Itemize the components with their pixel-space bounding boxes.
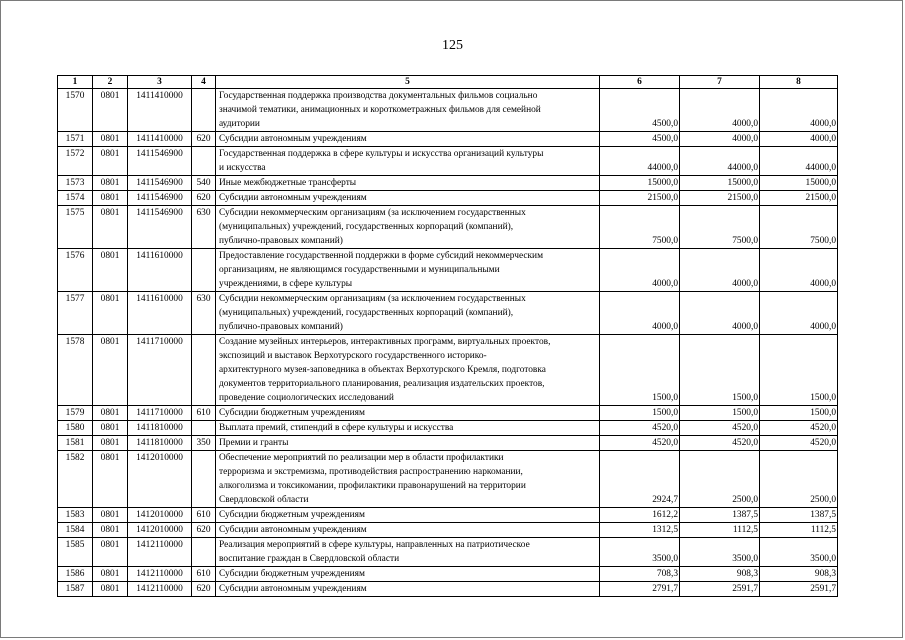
expense-name-line: архитектурного музея-заповедника в объектах Верхотурского Кремля, подготовка xyxy=(219,365,546,375)
amount-col-7: 1387,5 xyxy=(680,508,760,523)
expense-name-line: проведение социологических исследований xyxy=(219,393,394,403)
target-article-code: 1412010000 xyxy=(128,523,192,538)
amount-col-7: 4520,0 xyxy=(680,436,760,451)
amount-col-6: 4500,0 xyxy=(600,89,680,132)
amount-col-7: 3500,0 xyxy=(680,538,760,567)
amount-col-8: 15000,0 xyxy=(760,176,838,191)
row-number: 1572 xyxy=(58,147,93,176)
amount-col-7: 4000,0 xyxy=(680,292,760,335)
amount-col-6: 21500,0 xyxy=(600,191,680,206)
table-row xyxy=(58,249,838,292)
amount-col-7: 1500,0 xyxy=(680,406,760,421)
expense-name-line: (муниципальных) учреждений, государственных корпораций (компаний), xyxy=(219,222,514,232)
header-col-1: 1 xyxy=(58,76,93,89)
amount-col-7: 4520,0 xyxy=(680,421,760,436)
row-number: 1577 xyxy=(58,292,93,335)
target-article-code: 1411710000 xyxy=(128,335,192,406)
page-number: 125 xyxy=(442,38,463,53)
expense-name-line: Реализация мероприятий в сфере культуры, направленных на патриотическое xyxy=(219,540,530,550)
section-code: 0801 xyxy=(93,147,128,176)
section-code: 0801 xyxy=(93,451,128,508)
section-code: 0801 xyxy=(93,89,128,132)
table-row xyxy=(58,582,838,597)
expense-name xyxy=(216,191,600,206)
target-article-code: 1412010000 xyxy=(128,508,192,523)
amount-col-7: 2591,7 xyxy=(680,582,760,597)
expense-name xyxy=(216,132,600,147)
expense-type-code: 610 xyxy=(192,508,216,523)
amount-col-6: 2924,7 xyxy=(600,451,680,508)
amount-col-8: 4000,0 xyxy=(760,132,838,147)
expense-name xyxy=(216,335,600,406)
amount-col-6: 4000,0 xyxy=(600,292,680,335)
table-row xyxy=(58,421,838,436)
amount-col-6: 7500,0 xyxy=(600,206,680,249)
target-article-code: 1411546900 xyxy=(128,147,192,176)
expense-name-line: экспозиций и выставок Верхотурского государственного историко- xyxy=(219,351,487,361)
amount-col-8: 4000,0 xyxy=(760,249,838,292)
amount-col-8: 1500,0 xyxy=(760,406,838,421)
row-number: 1574 xyxy=(58,191,93,206)
table-row xyxy=(58,567,838,582)
section-code: 0801 xyxy=(93,249,128,292)
amount-col-8: 4520,0 xyxy=(760,421,838,436)
amount-col-8: 3500,0 xyxy=(760,538,838,567)
target-article-code: 1411410000 xyxy=(128,132,192,147)
target-article-code: 1411710000 xyxy=(128,406,192,421)
header-col-7: 7 xyxy=(680,76,760,89)
section-code: 0801 xyxy=(93,538,128,567)
expense-type-code: 540 xyxy=(192,176,216,191)
expense-type-code: 350 xyxy=(192,436,216,451)
target-article-code: 1411610000 xyxy=(128,292,192,335)
expense-name-line: Субсидии бюджетным учреждениям xyxy=(219,569,365,579)
table-row xyxy=(58,292,838,335)
section-code: 0801 xyxy=(93,132,128,147)
amount-col-7: 908,3 xyxy=(680,567,760,582)
amount-col-6: 44000,0 xyxy=(600,147,680,176)
expense-type-code xyxy=(192,335,216,406)
table-row xyxy=(58,147,838,176)
header-col-8: 8 xyxy=(760,76,838,89)
expense-name xyxy=(216,249,600,292)
table-row xyxy=(58,89,838,132)
expense-name xyxy=(216,523,600,538)
amount-col-6: 3500,0 xyxy=(600,538,680,567)
expense-name-line: Государственная поддержка производства документальных фильмов социально xyxy=(219,91,538,101)
expense-name-line: Обеспечение мероприятий по реализации мер в области профилактики xyxy=(219,453,504,463)
expense-name-line: Предоставление государственной поддержки в форме субсидий некоммерческим xyxy=(219,251,544,261)
table-row xyxy=(58,176,838,191)
amount-col-8: 1387,5 xyxy=(760,508,838,523)
target-article-code: 1411546900 xyxy=(128,206,192,249)
expense-name xyxy=(216,206,600,249)
expense-name-line: публично-правовых компаний) xyxy=(219,236,343,246)
row-number: 1581 xyxy=(58,436,93,451)
amount-col-7: 2500,0 xyxy=(680,451,760,508)
expense-name xyxy=(216,292,600,335)
target-article-code: 1412110000 xyxy=(128,567,192,582)
expense-type-code xyxy=(192,421,216,436)
header-col-3: 3 xyxy=(128,76,192,89)
expense-name-line: Свердловской области xyxy=(219,495,309,505)
expense-name-line: Государственная поддержка в сфере культуры и искусства организаций культуры xyxy=(219,149,544,159)
amount-col-6: 1312,5 xyxy=(600,523,680,538)
expense-name-line: аудитории xyxy=(219,119,260,129)
amount-col-7: 4000,0 xyxy=(680,132,760,147)
expense-type-code: 620 xyxy=(192,582,216,597)
expense-name xyxy=(216,421,600,436)
amount-col-8: 1112,5 xyxy=(760,523,838,538)
row-number: 1570 xyxy=(58,89,93,132)
amount-col-6: 4500,0 xyxy=(600,132,680,147)
target-article-code: 1412110000 xyxy=(128,538,192,567)
amount-col-6: 4520,0 xyxy=(600,436,680,451)
expense-type-code xyxy=(192,147,216,176)
row-number: 1582 xyxy=(58,451,93,508)
expense-name-line: Субсидии автономным учреждениям xyxy=(219,134,367,144)
amount-col-8: 1500,0 xyxy=(760,335,838,406)
expense-type-code xyxy=(192,538,216,567)
row-number: 1578 xyxy=(58,335,93,406)
section-code: 0801 xyxy=(93,191,128,206)
section-code: 0801 xyxy=(93,406,128,421)
table-row xyxy=(58,508,838,523)
expense-name-line: организациям, не являющимся государственными и муниципальными xyxy=(219,265,500,275)
expense-name xyxy=(216,436,600,451)
amount-col-6: 4000,0 xyxy=(600,249,680,292)
expense-name-line: (муниципальных) учреждений, государственных корпораций (компаний), xyxy=(219,308,514,318)
expense-type-code xyxy=(192,249,216,292)
table-row xyxy=(58,206,838,249)
row-number: 1583 xyxy=(58,508,93,523)
section-code: 0801 xyxy=(93,523,128,538)
row-number: 1573 xyxy=(58,176,93,191)
expense-type-code: 630 xyxy=(192,206,216,249)
section-code: 0801 xyxy=(93,206,128,249)
row-number: 1580 xyxy=(58,421,93,436)
expense-name xyxy=(216,406,600,421)
section-code: 0801 xyxy=(93,582,128,597)
expense-name-line: Создание музейных интерьеров, интерактивных программ, виртуальных проектов, xyxy=(219,337,551,347)
table-row xyxy=(58,335,838,406)
amount-col-7: 44000,0 xyxy=(680,147,760,176)
amount-col-7: 7500,0 xyxy=(680,206,760,249)
section-code: 0801 xyxy=(93,421,128,436)
table-row xyxy=(58,191,838,206)
expense-type-code: 630 xyxy=(192,292,216,335)
amount-col-7: 15000,0 xyxy=(680,176,760,191)
amount-col-7: 4000,0 xyxy=(680,249,760,292)
expense-name-line: и искусства xyxy=(219,163,266,173)
amount-col-6: 1500,0 xyxy=(600,406,680,421)
expense-name-line: Премии и гранты xyxy=(219,438,289,448)
expense-name-line: Субсидии бюджетным учреждениям xyxy=(219,408,365,418)
amount-col-8: 21500,0 xyxy=(760,191,838,206)
section-code: 0801 xyxy=(93,292,128,335)
expense-type-code xyxy=(192,451,216,508)
expense-type-code: 610 xyxy=(192,567,216,582)
expense-name-line: документов территориального планирования, реализация издательских проектов, xyxy=(219,379,545,389)
expense-name-line: публично-правовых компаний) xyxy=(219,322,343,332)
amount-col-7: 21500,0 xyxy=(680,191,760,206)
expense-type-code xyxy=(192,89,216,132)
row-number: 1576 xyxy=(58,249,93,292)
budget-table xyxy=(57,75,838,597)
section-code: 0801 xyxy=(93,567,128,582)
table-row xyxy=(58,406,838,421)
expense-type-code: 620 xyxy=(192,191,216,206)
row-number: 1575 xyxy=(58,206,93,249)
amount-col-8: 4520,0 xyxy=(760,436,838,451)
amount-col-7: 1500,0 xyxy=(680,335,760,406)
section-code: 0801 xyxy=(93,335,128,406)
table-row xyxy=(58,451,838,508)
table-header-row xyxy=(58,76,838,89)
expense-name-line: Иные межбюджетные трансферты xyxy=(219,178,357,188)
expense-name xyxy=(216,508,600,523)
amount-col-6: 708,3 xyxy=(600,567,680,582)
expense-name xyxy=(216,538,600,567)
section-code: 0801 xyxy=(93,508,128,523)
amount-col-8: 4000,0 xyxy=(760,292,838,335)
table-body xyxy=(58,89,838,597)
expense-name-line: Субсидии автономным учреждениям xyxy=(219,525,367,535)
header-col-4: 4 xyxy=(192,76,216,89)
amount-col-8: 2500,0 xyxy=(760,451,838,508)
amount-col-6: 4520,0 xyxy=(600,421,680,436)
target-article-code: 1411810000 xyxy=(128,421,192,436)
expense-name-line: терроризма и экстремизма, противодействия распространению наркомании, xyxy=(219,467,523,477)
expense-name-line: алкоголизма и токсикомании, профилактики правонарушений на территории xyxy=(219,481,526,491)
amount-col-7: 1112,5 xyxy=(680,523,760,538)
amount-col-8: 4000,0 xyxy=(760,89,838,132)
header-col-2: 2 xyxy=(93,76,128,89)
row-number: 1579 xyxy=(58,406,93,421)
amount-col-8: 2591,7 xyxy=(760,582,838,597)
expense-name xyxy=(216,89,600,132)
amount-col-8: 44000,0 xyxy=(760,147,838,176)
expense-name xyxy=(216,147,600,176)
expense-type-code: 620 xyxy=(192,523,216,538)
expense-name xyxy=(216,567,600,582)
section-code: 0801 xyxy=(93,436,128,451)
table-row xyxy=(58,538,838,567)
section-code: 0801 xyxy=(93,176,128,191)
row-number: 1584 xyxy=(58,523,93,538)
amount-col-6: 2791,7 xyxy=(600,582,680,597)
expense-type-code: 610 xyxy=(192,406,216,421)
amount-col-7: 4000,0 xyxy=(680,89,760,132)
expense-name-line: значимой тематики, анимационных и короткометражных фильмов для семейной xyxy=(219,105,541,115)
expense-name-line: Субсидии автономным учреждениям xyxy=(219,193,367,203)
expense-name-line: Субсидии бюджетным учреждениям xyxy=(219,510,365,520)
target-article-code: 1411610000 xyxy=(128,249,192,292)
target-article-code: 1411546900 xyxy=(128,191,192,206)
row-number: 1587 xyxy=(58,582,93,597)
target-article-code: 1411546900 xyxy=(128,176,192,191)
table-row xyxy=(58,523,838,538)
expense-name xyxy=(216,451,600,508)
header-col-6: 6 xyxy=(600,76,680,89)
expense-name-line: Выплата премий, стипендий в сфере культуры и искусства xyxy=(219,423,454,433)
amount-col-6: 1500,0 xyxy=(600,335,680,406)
row-number: 1586 xyxy=(58,567,93,582)
target-article-code: 1411810000 xyxy=(128,436,192,451)
amount-col-6: 1612,2 xyxy=(600,508,680,523)
target-article-code: 1412110000 xyxy=(128,582,192,597)
target-article-code: 1411410000 xyxy=(128,89,192,132)
table-row xyxy=(58,436,838,451)
expense-name xyxy=(216,582,600,597)
target-article-code: 1412010000 xyxy=(128,451,192,508)
expense-name xyxy=(216,176,600,191)
expense-name-line: учреждениями, в сфере культуры xyxy=(219,279,353,289)
expense-name-line: Субсидии некоммерческим организациям (за исключением государственных xyxy=(219,294,526,304)
table-row xyxy=(58,132,838,147)
expense-type-code: 620 xyxy=(192,132,216,147)
expense-name-line: Субсидии некоммерческим организациям (за исключением государственных xyxy=(219,208,526,218)
expense-name-line: воспитание граждан в Свердловской области xyxy=(219,554,400,564)
header-col-5: 5 xyxy=(216,76,600,89)
expense-name-line: Субсидии автономным учреждениям xyxy=(219,584,367,594)
amount-col-6: 15000,0 xyxy=(600,176,680,191)
amount-col-8: 908,3 xyxy=(760,567,838,582)
row-number: 1585 xyxy=(58,538,93,567)
row-number: 1571 xyxy=(58,132,93,147)
amount-col-8: 7500,0 xyxy=(760,206,838,249)
